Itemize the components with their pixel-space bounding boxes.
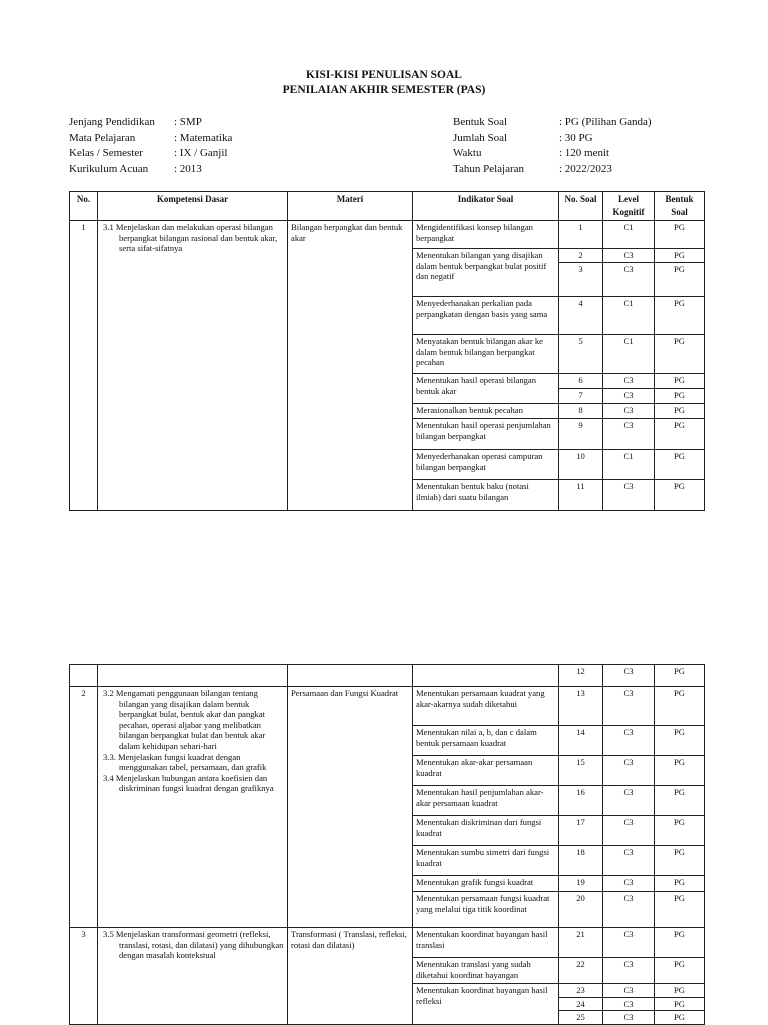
- meta-value: : PG (Pilihan Ganda): [559, 116, 652, 128]
- level-kognitif: C3: [603, 665, 655, 687]
- indikator: Menentukan nilai a, b, dan c dalam bentuk persamaan kuadrat: [413, 726, 559, 756]
- table-row: [70, 221, 705, 249]
- no-soal: 20: [559, 892, 603, 928]
- indikator: Menyederhanakan operasi campuran bilangan berpangkat: [413, 450, 559, 480]
- kisi-table-page1: [69, 191, 705, 511]
- no-soal: 5: [559, 335, 603, 374]
- no-soal: 8: [559, 404, 603, 419]
- bentuk-soal: PG: [655, 786, 705, 816]
- materi: Transformasi ( Translasi, refleksi, rotasi dan dilatasi): [288, 928, 413, 1025]
- indikator: Menentukan koordinat bayangan hasil translasi: [413, 928, 559, 958]
- meta-row: [453, 131, 652, 147]
- indikator: Menentukan koordinat bayangan hasil refleksi: [413, 984, 559, 1025]
- row-number: 3: [70, 928, 98, 1025]
- col-header-bentuk: Bentuk Soal: [655, 192, 705, 221]
- meta-value: : IX / Ganjil: [174, 147, 228, 159]
- level-kognitif: C1: [603, 450, 655, 480]
- no-soal: 9: [559, 419, 603, 450]
- meta-value: : Matematika: [174, 131, 233, 144]
- kd-text: 3.1 Menjelaskan dan melakukan operasi bilangan berpangkat bilangan rasional dan bentuk akar, serta sifat-sifatnya: [103, 222, 278, 254]
- level-kognitif: C1: [603, 335, 655, 374]
- meta-row: [453, 146, 652, 162]
- level-kognitif: C3: [603, 480, 655, 511]
- meta-left: [69, 115, 232, 177]
- indikator: Menentukan hasil penjumlahan akar-akar persamaan kuadrat: [413, 786, 559, 816]
- level-kognitif: C3: [603, 846, 655, 876]
- kompetensi-dasar: [98, 928, 288, 1025]
- no-soal: 15: [559, 756, 603, 786]
- indikator: Menyatakan bentuk bilangan akar ke dalam bentuk bilangan berpangkat pecahan: [413, 335, 559, 374]
- indikator: Menentukan hasil operasi penjumlahan bilangan berpangkat: [413, 419, 559, 450]
- level-kognitif: C3: [603, 374, 655, 389]
- bentuk-soal: PG: [655, 997, 705, 1011]
- no-soal: 19: [559, 876, 603, 892]
- meta-value: : SMP: [174, 116, 202, 128]
- indikator: Menyederhanakan perkalian pada perpangkatan dengan basis yang sama: [413, 297, 559, 335]
- bentuk-soal: PG: [655, 249, 705, 263]
- level-kognitif: C3: [603, 756, 655, 786]
- bentuk-soal: PG: [655, 374, 705, 389]
- level-kognitif: C3: [603, 786, 655, 816]
- meta-row: [69, 131, 232, 147]
- table-row: [70, 928, 705, 958]
- bentuk-soal: PG: [655, 876, 705, 892]
- meta-label: Waktu: [453, 147, 482, 159]
- table-row: [70, 687, 705, 726]
- no-soal: 2: [559, 249, 603, 263]
- meta-right: [453, 115, 652, 177]
- no-soal: 7: [559, 389, 603, 404]
- meta-row: [69, 115, 232, 131]
- no-soal: 3: [559, 263, 603, 297]
- col-header-indikator: Indikator Soal: [413, 192, 559, 221]
- no-soal: 11: [559, 480, 603, 511]
- kompetensi-dasar: [98, 221, 288, 511]
- meta-row: [453, 115, 652, 131]
- meta-row: [69, 146, 232, 162]
- bentuk-soal: PG: [655, 480, 705, 511]
- kd-text: 3.3. Menjelaskan fungsi kuadrat dengan menggunakan tabel, persamaan, dan grafik: [103, 751, 267, 773]
- indikator: Menentukan akar-akar persamaan kuadrat: [413, 756, 559, 786]
- kd-text: 3.2 Mengamati penggunaan bilangan tentang bilangan yang disajikan dalam bentuk berpangkat bulat, bentuk akar dan pangkat pecahan, operasi aljabar yang melibatkan bilangan berpangkat bulat dan bentuk akar dalam kehidupan sehari-hari: [103, 688, 266, 751]
- no-soal: 10: [559, 450, 603, 480]
- level-kognitif: C3: [603, 1011, 655, 1025]
- meta-label: Tahun Pelajaran: [453, 162, 525, 175]
- meta-label: Jumlah Soal: [453, 131, 508, 144]
- no-soal: 23: [559, 984, 603, 998]
- kisi-table-page2: [69, 664, 705, 1025]
- level-kognitif: C3: [603, 249, 655, 263]
- meta-value: : 120 menit: [559, 147, 610, 159]
- no-soal: 18: [559, 846, 603, 876]
- bentuk-soal: PG: [655, 687, 705, 726]
- level-kognitif: C3: [603, 876, 655, 892]
- no-soal: 12: [559, 665, 603, 687]
- no-soal: 6: [559, 374, 603, 389]
- bentuk-soal: PG: [655, 263, 705, 297]
- document-title: KISI-KISI PENULISAN SOAL: [306, 69, 462, 81]
- row-number: 2: [70, 687, 98, 928]
- meta-label: Mata Pelajaran: [69, 131, 136, 144]
- level-kognitif: C3: [603, 958, 655, 984]
- bentuk-soal: PG: [655, 335, 705, 374]
- bentuk-soal: PG: [655, 221, 705, 249]
- meta-label: Kurikulum Acuan: [69, 162, 149, 175]
- kd-text: 3.5 Menjelaskan transformasi geometri (refleksi, translasi, rotasi, dan dilatasi) yang dihubungkan dengan masalah kontekstual: [103, 929, 284, 961]
- bentuk-soal: PG: [655, 1011, 705, 1025]
- indikator: Menentukan bentuk baku (notasi ilmiah) dari suatu bilangan: [413, 480, 559, 511]
- col-header-no-soal: No. Soal: [559, 192, 603, 221]
- col-header-kd: Kompetensi Dasar: [98, 192, 288, 221]
- col-header-no: No.: [70, 192, 98, 221]
- indikator: Menentukan sumbu simetri dari fungsi kuadrat: [413, 846, 559, 876]
- level-kognitif: C3: [603, 404, 655, 419]
- materi: Bilangan berpangkat dan bentuk akar: [288, 221, 413, 511]
- level-kognitif: C1: [603, 297, 655, 335]
- indikator: Menentukan persamaan fungsi kuadrat yang melalui tiga titik koordinat: [413, 892, 559, 928]
- kompetensi-dasar: [98, 687, 288, 928]
- col-header-level: Level Kognitif: [603, 192, 655, 221]
- no-soal: 16: [559, 786, 603, 816]
- no-soal: 1: [559, 221, 603, 249]
- level-kognitif: C3: [603, 984, 655, 998]
- bentuk-soal: PG: [655, 665, 705, 687]
- meta-value: : 30 PG: [559, 131, 593, 144]
- indikator: Menentukan bilangan yang disajikan dalam bentuk berpangkat bulat positif dan negatif: [413, 249, 559, 297]
- no-soal: 22: [559, 958, 603, 984]
- table-row: [70, 665, 705, 687]
- level-kognitif: C3: [603, 892, 655, 928]
- meta-row: [69, 162, 232, 178]
- level-kognitif: C3: [603, 263, 655, 297]
- no-soal: 17: [559, 816, 603, 846]
- level-kognitif: C3: [603, 687, 655, 726]
- meta-value: : 2013: [174, 162, 202, 175]
- level-kognitif: C1: [603, 221, 655, 249]
- meta-label: Jenjang Pendidikan: [69, 116, 155, 128]
- bentuk-soal: PG: [655, 297, 705, 335]
- bentuk-soal: PG: [655, 404, 705, 419]
- no-soal: 25: [559, 1011, 603, 1025]
- no-soal: 14: [559, 726, 603, 756]
- col-header-materi: Materi: [288, 192, 413, 221]
- indikator: Menentukan hasil operasi bilangan bentuk akar: [413, 374, 559, 404]
- bentuk-soal: PG: [655, 892, 705, 928]
- meta-value: : 2022/2023: [559, 162, 612, 175]
- level-kognitif: C3: [603, 419, 655, 450]
- meta-row: [453, 162, 652, 178]
- document-subtitle: PENILAIAN AKHIR SEMESTER (PAS): [282, 84, 486, 96]
- level-kognitif: C3: [603, 928, 655, 958]
- bentuk-soal: PG: [655, 816, 705, 846]
- meta-label: Kelas / Semester: [69, 147, 143, 159]
- indikator: Merasionalkan bentuk pecahan: [413, 404, 559, 419]
- row-number: 1: [70, 221, 98, 511]
- indikator: Mengidentifikasi konsep bilangan berpangkat: [413, 221, 559, 249]
- indikator: Menentukan diskriminan dari fungsi kuadrat: [413, 816, 559, 846]
- bentuk-soal: PG: [655, 984, 705, 998]
- bentuk-soal: PG: [655, 928, 705, 958]
- bentuk-soal: PG: [655, 419, 705, 450]
- bentuk-soal: PG: [655, 726, 705, 756]
- meta-label: Bentuk Soal: [453, 116, 508, 128]
- bentuk-soal: PG: [655, 756, 705, 786]
- indikator: Menentukan grafik fungsi kuadrat: [413, 876, 559, 892]
- level-kognitif: C3: [603, 816, 655, 846]
- level-kognitif: C3: [603, 997, 655, 1011]
- bentuk-soal: PG: [655, 846, 705, 876]
- level-kognitif: C3: [603, 726, 655, 756]
- bentuk-soal: PG: [655, 958, 705, 984]
- kd-text: 3.4 Menjelaskan hubungan antara koefisien dan diskriminan fungsi kuadrat dengan grafiknya: [103, 772, 274, 794]
- bentuk-soal: PG: [655, 450, 705, 480]
- bentuk-soal: PG: [655, 389, 705, 404]
- no-soal: 24: [559, 997, 603, 1011]
- no-soal: 4: [559, 297, 603, 335]
- indikator: Menentukan persamaan kuadrat yang akar-akarnya sudah diketahui: [413, 687, 559, 726]
- level-kognitif: C3: [603, 389, 655, 404]
- no-soal: 13: [559, 687, 603, 726]
- indikator: Menentukan translasi yang sudah diketahui koordinat bayangan: [413, 958, 559, 984]
- materi: Persamaan dan Fungsi Kuadrat: [288, 687, 413, 928]
- table-header-row: [70, 192, 705, 221]
- no-soal: 21: [559, 928, 603, 958]
